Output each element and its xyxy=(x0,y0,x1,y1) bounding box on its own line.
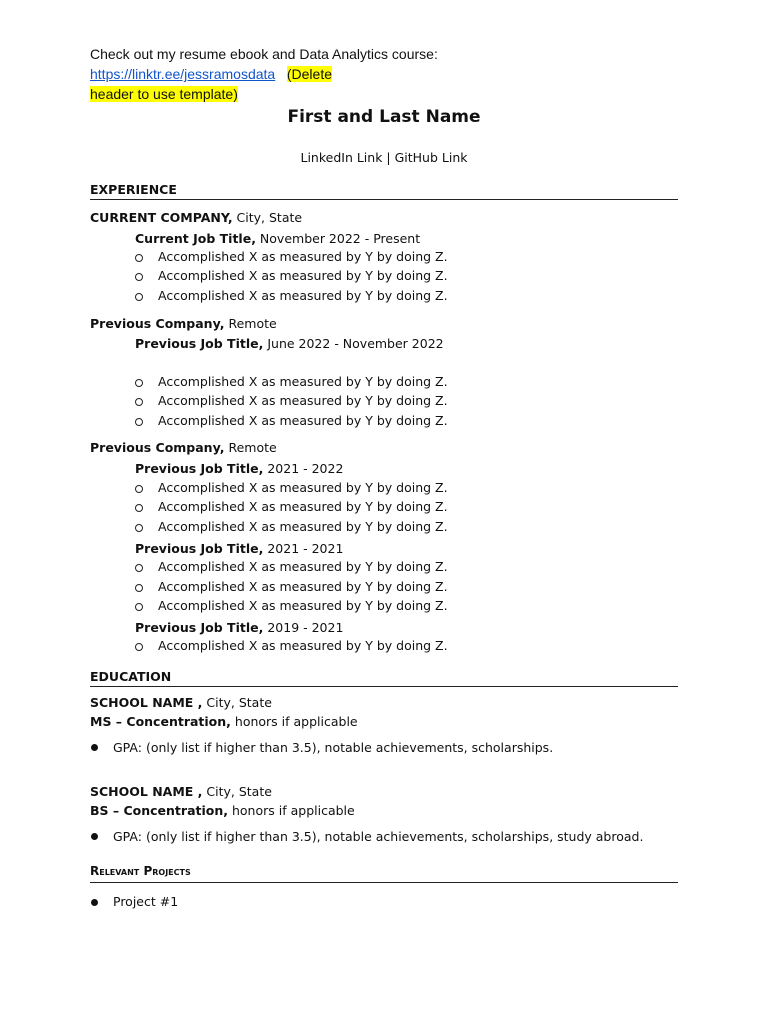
bullet-circle-icon xyxy=(135,293,143,301)
bullet-text: Accomplished X as measured by Y by doing Z. xyxy=(158,249,448,264)
company-2: Previous Company, Remote xyxy=(90,316,277,331)
bullet-circle-icon xyxy=(135,504,143,512)
bullet-dot-icon xyxy=(91,833,98,840)
bullet-dot-icon xyxy=(91,744,98,751)
bullet-circle-icon xyxy=(135,485,143,493)
bullet-circle-icon xyxy=(135,398,143,406)
header-note xyxy=(90,44,682,104)
contact-links[interactable]: LinkedIn Link | GitHub Link xyxy=(300,150,468,165)
experience-heading: EXPERIENCE xyxy=(90,182,177,197)
education-rule xyxy=(90,686,678,687)
bullet-text: Accomplished X as measured by Y by doing Z. xyxy=(158,413,448,428)
header-prefix: Check out my resume ebook and Data Analytics course: xyxy=(90,46,438,62)
bullet-text: Accomplished X as measured by Y by doing Z. xyxy=(158,268,448,283)
school-1: SCHOOL NAME , City, State xyxy=(90,695,272,710)
job-2-1: Previous Job Title, June 2022 - November 2022 xyxy=(135,336,444,351)
bullet-circle-icon xyxy=(135,273,143,281)
delete-note-2: header to use template) xyxy=(90,86,238,102)
company-1: CURRENT COMPANY, City, State xyxy=(90,210,303,225)
job-3-3: Previous Job Title, 2019 - 2021 xyxy=(135,620,344,635)
bullet-text: Accomplished X as measured by Y by doing Z. xyxy=(158,374,448,389)
degree-1: MS – Concentration, honors if applicable xyxy=(90,714,358,729)
bullet-text: Accomplished X as measured by Y by doing Z. xyxy=(158,579,448,594)
bullet-circle-icon xyxy=(135,524,143,532)
bullet-dot-icon xyxy=(91,899,98,906)
degree-2: BS – Concentration, honors if applicable xyxy=(90,803,355,818)
job-1-1: Current Job Title, November 2022 - Present xyxy=(135,231,421,246)
bullet-text: Accomplished X as measured by Y by doing Z. xyxy=(158,638,448,653)
bullet-circle-icon xyxy=(135,643,143,651)
bullet-circle-icon xyxy=(135,584,143,592)
bullet-circle-icon xyxy=(135,379,143,387)
delete-note: (Delete xyxy=(286,66,333,82)
bullet-text: Accomplished X as measured by Y by doing Z. xyxy=(158,559,448,574)
bullet-text: Accomplished X as measured by Y by doing Z. xyxy=(158,288,448,303)
school-2: SCHOOL NAME , City, State xyxy=(90,784,272,799)
candidate-name: First and Last Name xyxy=(287,107,481,127)
project-item: Project #1 xyxy=(113,894,179,909)
projects-rule xyxy=(90,882,678,883)
bullet-circle-icon xyxy=(135,418,143,426)
bullet-text: Accomplished X as measured by Y by doing Z. xyxy=(158,393,448,408)
bullet-circle-icon xyxy=(135,254,143,262)
bullet-circle-icon xyxy=(135,603,143,611)
company-3: Previous Company, Remote xyxy=(90,440,277,455)
bullet-text: Accomplished X as measured by Y by doing Z. xyxy=(158,480,448,495)
resume-link[interactable]: https://linktr.ee/jessramosdata xyxy=(90,66,276,82)
school-1-bullet: GPA: (only list if higher than 3.5), notable achievements, scholarships. xyxy=(113,740,554,755)
school-2-bullet: GPA: (only list if higher than 3.5), notable achievements, scholarships, study abroad. xyxy=(113,829,644,844)
education-heading: EDUCATION xyxy=(90,669,172,684)
job-3-1: Previous Job Title, 2021 - 2022 xyxy=(135,461,344,476)
bullet-text: Accomplished X as measured by Y by doing Z. xyxy=(158,519,448,534)
bullet-text: Accomplished X as measured by Y by doing Z. xyxy=(158,499,448,514)
projects-heading: Relevant Projects xyxy=(90,864,191,878)
job-3-2: Previous Job Title, 2021 - 2021 xyxy=(135,541,344,556)
bullet-text: Accomplished X as measured by Y by doing Z. xyxy=(158,598,448,613)
bullet-circle-icon xyxy=(135,564,143,572)
experience-rule xyxy=(90,199,678,200)
